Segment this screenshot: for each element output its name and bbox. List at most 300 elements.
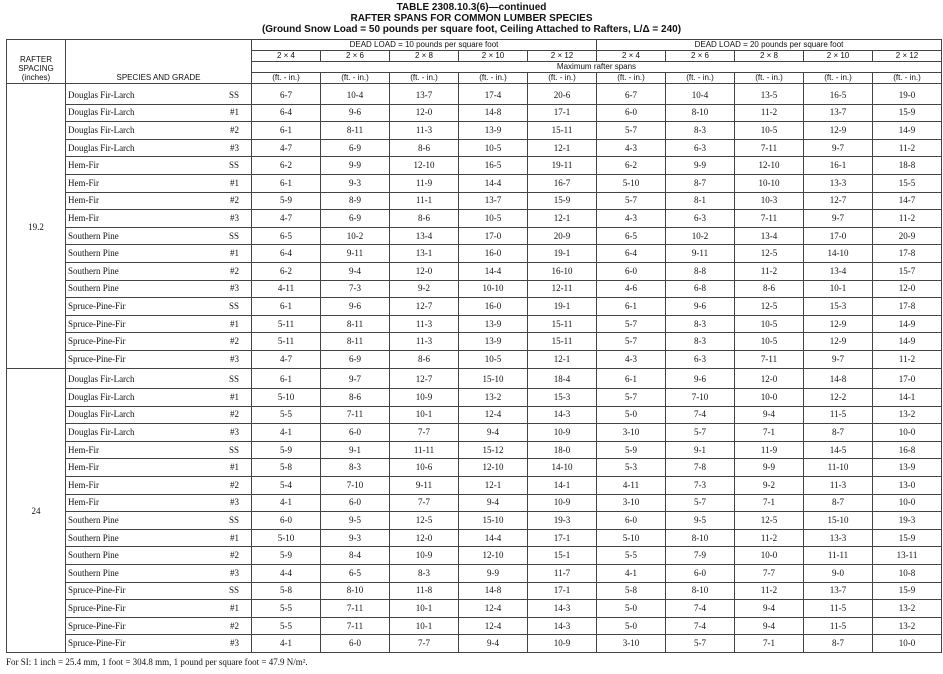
unit-header: (ft. - in.)	[528, 73, 597, 84]
span-cell: 20-9	[528, 227, 597, 245]
span-cell: 14-7	[873, 192, 942, 210]
span-cell: 9-2	[735, 477, 804, 495]
span-cell: 10-0	[735, 389, 804, 407]
span-cell: 6-0	[252, 512, 321, 530]
span-cell: 10-3	[735, 192, 804, 210]
span-cell: 9-6	[321, 298, 390, 316]
span-cell: 11-8	[390, 582, 459, 600]
span-cell: 16-5	[459, 157, 528, 175]
span-cell: 13-4	[804, 262, 873, 280]
span-cell: 9-7	[804, 350, 873, 368]
span-cell: 6-1	[597, 298, 666, 316]
grade-value: #2	[216, 192, 252, 210]
span-cell: 17-8	[873, 298, 942, 316]
span-cell: 6-0	[666, 565, 735, 583]
span-cell: 6-5	[597, 227, 666, 245]
span-cell: 12-2	[804, 389, 873, 407]
grade-value: SS	[216, 582, 252, 600]
span-cell: 7-11	[321, 600, 390, 618]
span-cell: 15-1	[528, 547, 597, 565]
span-cell: 4-1	[252, 424, 321, 442]
span-cell: 4-11	[252, 280, 321, 298]
species-name: Spruce-Pine-Fir	[66, 333, 216, 351]
table-row	[7, 298, 942, 316]
species-name: Douglas Fir-Larch	[66, 104, 216, 122]
span-cell: 5-9	[252, 547, 321, 565]
span-cell: 7-11	[735, 139, 804, 157]
span-cell: 6-4	[252, 245, 321, 263]
span-cell: 12-5	[735, 245, 804, 263]
span-cell: 12-0	[735, 368, 804, 389]
span-cell: 6-2	[252, 157, 321, 175]
span-cell: 11-9	[735, 441, 804, 459]
span-cell: 17-4	[459, 84, 528, 105]
span-cell: 12-9	[804, 333, 873, 351]
grade-value: #3	[216, 565, 252, 583]
span-cell: 10-0	[735, 547, 804, 565]
span-cell: 17-0	[804, 227, 873, 245]
span-cell: 10-5	[459, 139, 528, 157]
species-name: Hem-Fir	[66, 459, 216, 477]
span-cell: 11-11	[390, 441, 459, 459]
span-cell: 4-1	[252, 494, 321, 512]
span-cell: 14-8	[459, 582, 528, 600]
species-name: Southern Pine	[66, 529, 216, 547]
span-cell: 17-0	[873, 368, 942, 389]
span-cell: 5-4	[252, 477, 321, 495]
species-name: Southern Pine	[66, 262, 216, 280]
span-cell: 14-9	[873, 333, 942, 351]
table-row	[7, 280, 942, 298]
species-name: Spruce-Pine-Fir	[66, 617, 216, 635]
span-cell: 7-11	[735, 350, 804, 368]
size-header: 2 × 6	[666, 51, 735, 62]
grade-value: #2	[216, 406, 252, 424]
span-cell: 14-10	[528, 459, 597, 477]
table-title: RAFTER SPANS FOR COMMON LUMBER SPECIES	[350, 13, 593, 24]
span-cell: 8-8	[666, 262, 735, 280]
span-cell: 15-11	[528, 315, 597, 333]
table-row	[7, 84, 942, 105]
grade-value: #1	[216, 529, 252, 547]
species-name: Spruce-Pine-Fir	[66, 582, 216, 600]
span-cell: 6-0	[597, 262, 666, 280]
span-cell: 7-4	[666, 406, 735, 424]
span-cell: 10-0	[873, 424, 942, 442]
span-cell: 10-6	[390, 459, 459, 477]
span-cell: 9-6	[321, 104, 390, 122]
span-cell: 9-1	[321, 441, 390, 459]
grade-value: #1	[216, 315, 252, 333]
span-cell: 20-6	[528, 84, 597, 105]
span-cell: 7-11	[321, 617, 390, 635]
span-cell: 7-7	[735, 565, 804, 583]
span-cell: 12-0	[873, 280, 942, 298]
table-row	[7, 494, 942, 512]
span-cell: 7-8	[666, 459, 735, 477]
span-cell: 19-1	[528, 245, 597, 263]
table-row	[7, 174, 942, 192]
span-cell: 14-3	[528, 406, 597, 424]
span-cell: 15-12	[459, 441, 528, 459]
span-cell: 9-9	[459, 565, 528, 583]
span-cell: 9-9	[321, 157, 390, 175]
span-cell: 12-5	[735, 298, 804, 316]
span-cell: 10-10	[735, 174, 804, 192]
span-cell: 4-6	[597, 280, 666, 298]
grade-value: #1	[216, 459, 252, 477]
span-cell: 12-7	[390, 368, 459, 389]
span-cell: 7-1	[735, 635, 804, 653]
span-cell: 16-8	[873, 441, 942, 459]
span-cell: 11-5	[804, 406, 873, 424]
species-name: Southern Pine	[66, 565, 216, 583]
span-cell: 13-7	[804, 582, 873, 600]
span-cell: 14-5	[804, 441, 873, 459]
grade-value: SS	[216, 512, 252, 530]
species-name: Spruce-Pine-Fir	[66, 315, 216, 333]
span-cell: 11-11	[804, 547, 873, 565]
span-cell: 15-7	[873, 262, 942, 280]
span-cell: 5-8	[597, 582, 666, 600]
span-cell: 5-0	[597, 617, 666, 635]
span-cell: 13-5	[735, 84, 804, 105]
species-grade-header: SPECIES AND GRADE	[66, 40, 252, 84]
species-name: Southern Pine	[66, 280, 216, 298]
span-cell: 3-10	[597, 494, 666, 512]
span-cell: 13-1	[390, 245, 459, 263]
span-cell: 9-3	[321, 174, 390, 192]
table-row	[7, 122, 942, 140]
span-cell: 4-7	[252, 210, 321, 228]
species-name: Spruce-Pine-Fir	[66, 298, 216, 316]
unit-header: (ft. - in.)	[804, 73, 873, 84]
grade-value: #3	[216, 350, 252, 368]
grade-value: #2	[216, 547, 252, 565]
span-cell: 4-3	[597, 210, 666, 228]
span-cell: 9-11	[321, 245, 390, 263]
table-row	[7, 529, 942, 547]
span-cell: 8-6	[321, 389, 390, 407]
span-cell: 14-8	[804, 368, 873, 389]
span-cell: 7-3	[321, 280, 390, 298]
table-header	[7, 40, 942, 84]
span-cell: 7-4	[666, 600, 735, 618]
span-cell: 12-9	[804, 315, 873, 333]
span-cell: 9-4	[459, 635, 528, 653]
span-cell: 9-6	[666, 368, 735, 389]
size-header: 2 × 10	[804, 51, 873, 62]
span-cell: 8-10	[666, 529, 735, 547]
span-cell: 8-11	[321, 315, 390, 333]
span-cell: 15-9	[528, 192, 597, 210]
species-name: Hem-Fir	[66, 494, 216, 512]
dead-load-20-header: DEAD LOAD = 20 pounds per square foot	[597, 40, 942, 51]
span-cell: 11-10	[804, 459, 873, 477]
grade-value: SS	[216, 441, 252, 459]
span-cell: 6-7	[252, 84, 321, 105]
span-cell: 8-3	[666, 122, 735, 140]
span-cell: 7-1	[735, 424, 804, 442]
span-cell: 6-4	[597, 245, 666, 263]
species-name: Douglas Fir-Larch	[66, 406, 216, 424]
span-cell: 17-0	[459, 227, 528, 245]
span-cell: 12-4	[459, 617, 528, 635]
span-cell: 8-7	[666, 174, 735, 192]
span-cell: 6-2	[252, 262, 321, 280]
span-cell: 6-3	[666, 350, 735, 368]
span-cell: 7-11	[321, 406, 390, 424]
span-cell: 9-5	[321, 512, 390, 530]
span-cell: 6-4	[252, 104, 321, 122]
span-cell: 6-9	[321, 139, 390, 157]
span-cell: 8-6	[390, 210, 459, 228]
span-cell: 6-3	[666, 210, 735, 228]
grade-value: #2	[216, 122, 252, 140]
species-name: Douglas Fir-Larch	[66, 424, 216, 442]
span-cell: 5-5	[252, 406, 321, 424]
span-cell: 6-3	[666, 139, 735, 157]
span-cell: 10-9	[528, 494, 597, 512]
span-cell: 6-2	[597, 157, 666, 175]
span-cell: 8-6	[735, 280, 804, 298]
dead-load-10-header: DEAD LOAD = 10 pounds per square foot	[252, 40, 597, 51]
span-cell: 12-0	[390, 529, 459, 547]
span-cell: 14-9	[873, 315, 942, 333]
span-cell: 15-11	[528, 333, 597, 351]
span-cell: 20-9	[873, 227, 942, 245]
span-cell: 7-10	[321, 477, 390, 495]
span-cell: 8-3	[321, 459, 390, 477]
span-cell: 10-5	[735, 122, 804, 140]
span-cell: 12-4	[459, 600, 528, 618]
span-cell: 11-5	[804, 617, 873, 635]
table-row	[7, 600, 942, 618]
span-cell: 14-4	[459, 529, 528, 547]
span-cell: 17-1	[528, 582, 597, 600]
span-cell: 10-0	[873, 635, 942, 653]
span-cell: 9-4	[735, 600, 804, 618]
span-cell: 5-3	[597, 459, 666, 477]
grade-value: SS	[216, 368, 252, 389]
table-number: TABLE 2308.10.3(6)—continued	[396, 2, 547, 13]
species-name: Southern Pine	[66, 227, 216, 245]
grade-value: SS	[216, 84, 252, 105]
size-header: 2 × 8	[390, 51, 459, 62]
span-cell: 11-2	[735, 104, 804, 122]
table-row	[7, 210, 942, 228]
span-cell: 9-4	[459, 494, 528, 512]
span-cell: 6-1	[597, 368, 666, 389]
span-cell: 13-9	[873, 459, 942, 477]
span-cell: 8-7	[804, 494, 873, 512]
table-body	[7, 84, 942, 653]
span-cell: 10-9	[528, 635, 597, 653]
span-cell: 7-7	[390, 494, 459, 512]
span-cell: 10-5	[735, 333, 804, 351]
table-row	[7, 424, 942, 442]
span-cell: 6-0	[597, 512, 666, 530]
span-cell: 8-9	[321, 192, 390, 210]
species-name: Douglas Fir-Larch	[66, 139, 216, 157]
span-cell: 10-4	[666, 84, 735, 105]
unit-header: (ft. - in.)	[735, 73, 804, 84]
table-row	[7, 547, 942, 565]
span-cell: 17-1	[528, 529, 597, 547]
span-cell: 7-10	[666, 389, 735, 407]
span-cell: 4-7	[252, 350, 321, 368]
span-cell: 6-9	[321, 350, 390, 368]
span-cell: 6-8	[666, 280, 735, 298]
span-cell: 11-1	[390, 192, 459, 210]
span-cell: 15-9	[873, 104, 942, 122]
span-cell: 7-3	[666, 477, 735, 495]
size-header: 2 × 12	[528, 51, 597, 62]
span-cell: 12-7	[390, 298, 459, 316]
unit-header: (ft. - in.)	[459, 73, 528, 84]
unit-header: (ft. - in.)	[666, 73, 735, 84]
span-cell: 10-1	[390, 600, 459, 618]
span-cell: 8-10	[666, 104, 735, 122]
grade-value: #1	[216, 389, 252, 407]
grade-value: #1	[216, 104, 252, 122]
table-row	[7, 192, 942, 210]
span-cell: 5-10	[252, 529, 321, 547]
span-cell: 17-8	[873, 245, 942, 263]
span-cell: 13-2	[873, 617, 942, 635]
grade-value: #2	[216, 333, 252, 351]
span-cell: 4-4	[252, 565, 321, 583]
span-cell: 5-9	[597, 441, 666, 459]
species-name: Douglas Fir-Larch	[66, 122, 216, 140]
span-cell: 13-3	[804, 529, 873, 547]
grade-value: #3	[216, 210, 252, 228]
span-cell: 4-3	[597, 350, 666, 368]
span-cell: 4-3	[597, 139, 666, 157]
span-cell: 10-1	[390, 406, 459, 424]
span-cell: 14-1	[873, 389, 942, 407]
span-cell: 5-11	[252, 333, 321, 351]
table-row	[7, 441, 942, 459]
span-cell: 14-4	[459, 174, 528, 192]
size-header: 2 × 4	[597, 51, 666, 62]
span-cell: 7-1	[735, 494, 804, 512]
species-name: Southern Pine	[66, 245, 216, 263]
span-cell: 7-9	[666, 547, 735, 565]
species-name: Hem-Fir	[66, 192, 216, 210]
span-cell: 13-3	[804, 174, 873, 192]
span-cell: 11-2	[735, 262, 804, 280]
span-cell: 10-8	[873, 565, 942, 583]
span-cell: 12-10	[459, 459, 528, 477]
rafter-spacing-header: RAFTER SPACING (inches)	[7, 40, 66, 84]
span-cell: 8-6	[390, 139, 459, 157]
span-cell: 9-4	[735, 406, 804, 424]
span-cell: 10-1	[390, 617, 459, 635]
span-cell: 8-3	[666, 315, 735, 333]
span-cell: 3-10	[597, 635, 666, 653]
span-cell: 6-1	[252, 174, 321, 192]
span-cell: 5-7	[597, 122, 666, 140]
span-cell: 19-3	[873, 512, 942, 530]
span-cell: 16-0	[459, 245, 528, 263]
span-cell: 9-0	[804, 565, 873, 583]
table-row	[7, 245, 942, 263]
unit-header: (ft. - in.)	[873, 73, 942, 84]
span-cell: 12-5	[735, 512, 804, 530]
span-cell: 7-7	[390, 424, 459, 442]
species-name: Douglas Fir-Larch	[66, 368, 216, 389]
span-cell: 13-11	[873, 547, 942, 565]
span-cell: 13-0	[873, 477, 942, 495]
species-name: Hem-Fir	[66, 210, 216, 228]
span-cell: 15-9	[873, 582, 942, 600]
span-cell: 8-7	[804, 635, 873, 653]
table-row	[7, 157, 942, 175]
table-row	[7, 227, 942, 245]
span-cell: 18-8	[873, 157, 942, 175]
span-cell: 4-1	[252, 635, 321, 653]
grade-value: #3	[216, 139, 252, 157]
span-cell: 15-10	[459, 368, 528, 389]
rafter-span-table	[6, 39, 942, 653]
table-row	[7, 350, 942, 368]
span-cell: 4-1	[597, 565, 666, 583]
span-cell: 6-1	[252, 122, 321, 140]
span-cell: 12-1	[528, 350, 597, 368]
span-cell: 9-4	[735, 617, 804, 635]
span-cell: 15-10	[459, 512, 528, 530]
grade-value: #1	[216, 600, 252, 618]
table-row	[7, 635, 942, 653]
species-name: Douglas Fir-Larch	[66, 84, 216, 105]
span-cell: 10-5	[735, 315, 804, 333]
span-cell: 12-1	[528, 139, 597, 157]
span-cell: 5-7	[597, 192, 666, 210]
span-cell: 10-5	[459, 350, 528, 368]
span-cell: 11-2	[873, 350, 942, 368]
span-cell: 16-0	[459, 298, 528, 316]
span-cell: 13-9	[459, 122, 528, 140]
span-cell: 5-7	[666, 424, 735, 442]
span-cell: 15-3	[804, 298, 873, 316]
grade-value: #2	[216, 477, 252, 495]
span-cell: 5-7	[597, 315, 666, 333]
span-cell: 9-1	[666, 441, 735, 459]
span-cell: 9-4	[321, 262, 390, 280]
span-cell: 16-7	[528, 174, 597, 192]
span-cell: 19-0	[873, 84, 942, 105]
unit-header: (ft. - in.)	[597, 73, 666, 84]
span-cell: 11-2	[873, 139, 942, 157]
grade-value: #3	[216, 635, 252, 653]
span-cell: 11-2	[735, 582, 804, 600]
span-cell: 9-11	[666, 245, 735, 263]
span-cell: 17-1	[528, 104, 597, 122]
span-cell: 12-11	[528, 280, 597, 298]
span-cell: 15-9	[873, 529, 942, 547]
span-cell: 15-5	[873, 174, 942, 192]
table-row	[7, 104, 942, 122]
span-cell: 5-10	[597, 529, 666, 547]
span-cell: 13-9	[459, 315, 528, 333]
span-cell: 8-4	[321, 547, 390, 565]
span-cell: 14-9	[873, 122, 942, 140]
si-footnote: For SI: 1 inch = 25.4 mm, 1 foot = 304.8 mm, 1 pound per square foot = 47.9 N/m².	[6, 657, 308, 667]
species-name: Hem-Fir	[66, 157, 216, 175]
span-cell: 12-10	[459, 547, 528, 565]
span-cell: 5-5	[252, 600, 321, 618]
